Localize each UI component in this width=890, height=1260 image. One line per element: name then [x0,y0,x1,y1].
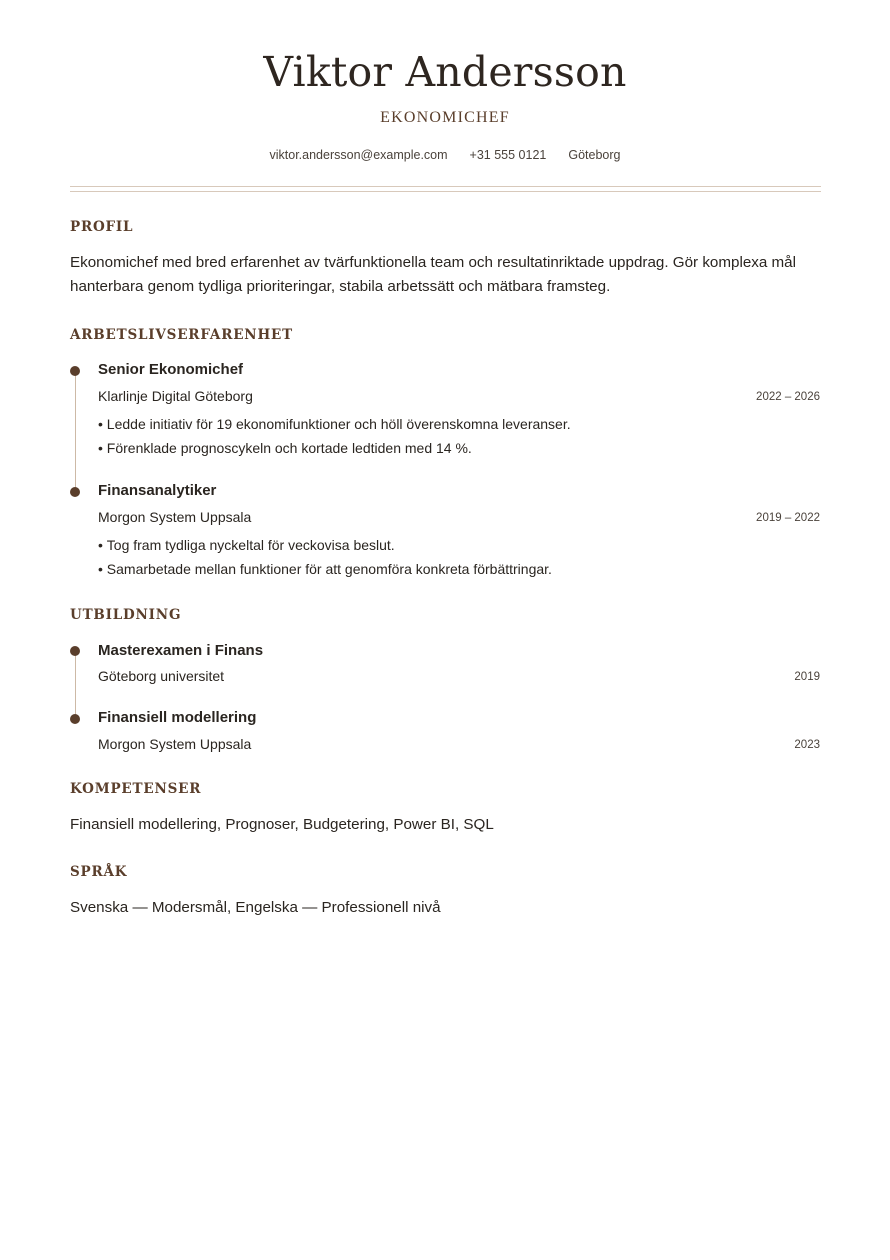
contact-email[interactable]: viktor.andersson@example.com [269,148,448,162]
job-bullet: • Ledde initiativ för 19 ekonomifunktioner och höll överenskomna leveranser. [98,412,571,436]
timeline-dot [70,366,80,376]
timeline-dot [70,714,80,724]
experience-timeline-line [75,371,76,491]
job-title: Senior Ekonomichef [98,361,244,378]
job-company: Morgon System Uppsala [98,509,252,525]
job-bullets [98,533,552,581]
languages-text: Svenska — Modersmål, Engelska — Professionell nivå [70,899,441,916]
job-bullet: • Förenklade prognoscykeln och kortade ledtiden med 14 %. [98,436,571,460]
section-title-skills: KOMPETENSER [70,781,202,797]
education-school: Morgon System Uppsala [98,736,252,752]
job-title: Finansanalytiker [98,482,217,499]
timeline-dot [70,646,80,656]
section-title-languages: SPRÅK [70,864,128,880]
profile-text: Ekonomichef med bred erfarenhet av tvärfunktionella team och resultatinriktade uppdrag. Gör komplexa mål hanterbara genom tydliga prioriteringar, stabila arbetssätt och mätbara framsteg. [70,254,797,295]
skills-text: Finansiell modellering, Prognoser, Budgetering, Power BI, SQL [70,816,494,833]
education-year: 2023 [794,739,820,751]
contact-location: Göteborg [568,148,621,162]
education-degree: Masterexamen i Finans [98,642,264,659]
job-bullet: • Tog fram tydliga nyckeltal för veckovisa beslut. [98,533,552,557]
contact-line [0,146,890,164]
job-dates: 2019 – 2022 [756,512,820,524]
job-dates: 2022 – 2026 [756,391,820,403]
timeline-dot [70,487,80,497]
contact-phone[interactable]: +31 555 0121 [469,148,547,162]
education-school: Göteborg universitet [98,668,225,684]
job-bullets [98,412,571,460]
education-year: 2019 [794,671,820,683]
section-title-experience: ARBETSLIVSERFARENHET [70,327,293,343]
candidate-name: Viktor Andersson [263,48,627,96]
job-bullet: • Samarbetade mellan funktioner för att genomföra konkreta förbättringar. [98,557,552,581]
header-divider [70,186,821,192]
job-company: Klarlinje Digital Göteborg [98,388,253,404]
education-degree: Finansiell modellering [98,709,257,726]
section-title-education: UTBILDNING [70,607,182,623]
candidate-role: EKONOMICHEF [380,109,510,126]
education-timeline-line [75,651,76,719]
section-title-profile: PROFIL [70,219,134,235]
